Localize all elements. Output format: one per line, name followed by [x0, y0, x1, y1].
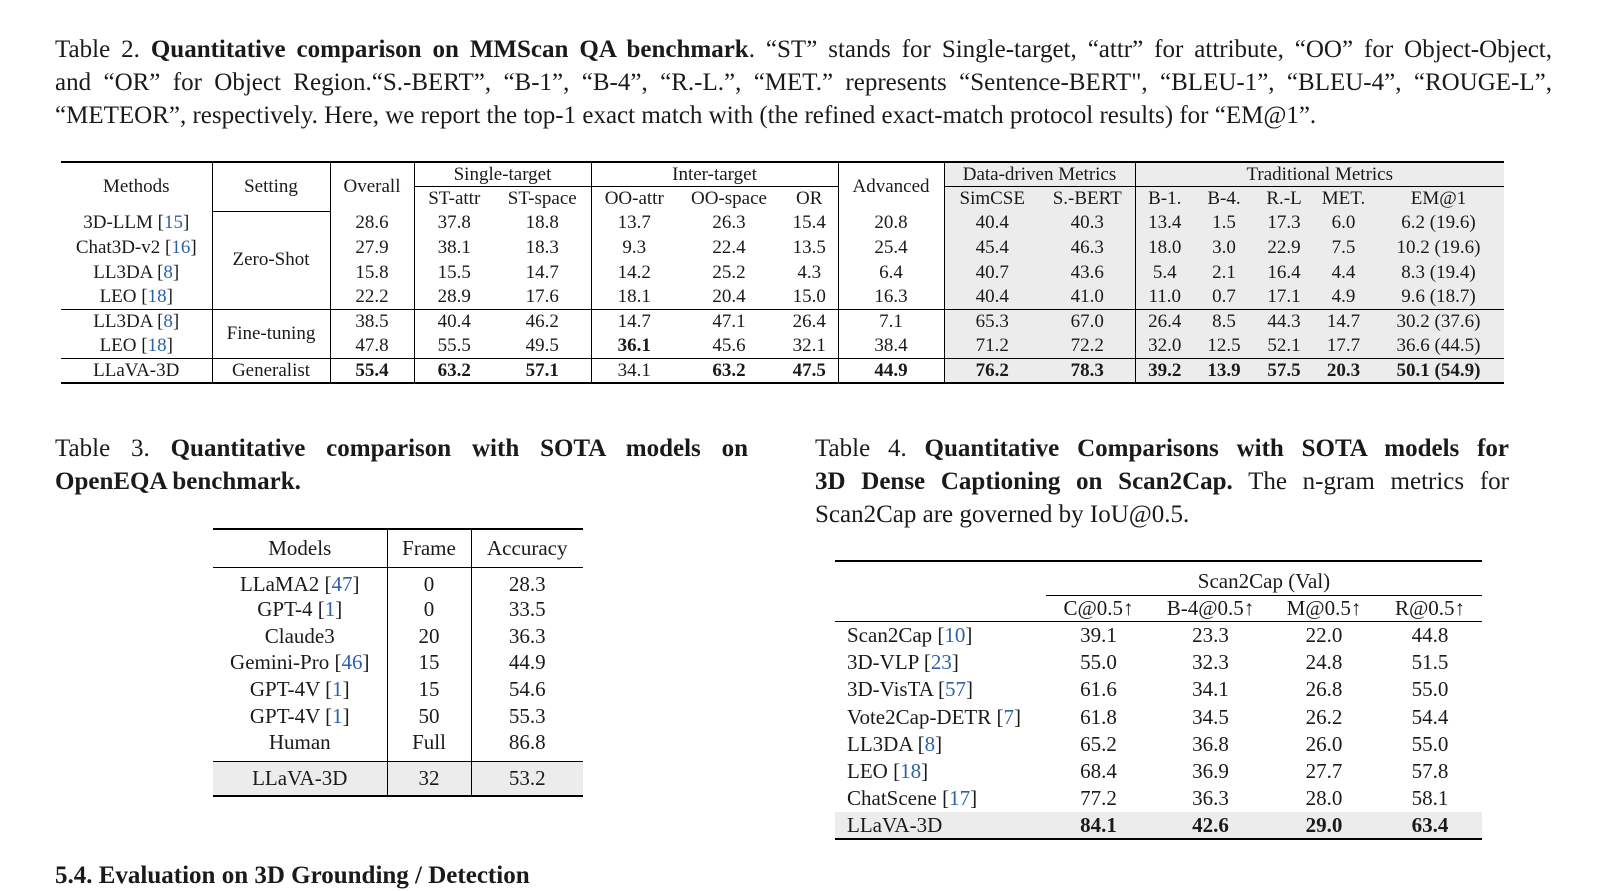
header-data-driven: Data-driven Metrics	[944, 162, 1135, 187]
table2-caption-line3: “METEOR”, respectively. Here, we report the top-1 exact match with (the refined exact-match protocol results) for “EM@1”.	[55, 102, 1317, 129]
method-name: GPT-4V	[249, 703, 320, 728]
table3-accuracy: 86.8	[471, 729, 583, 756]
table3-row	[213, 649, 583, 676]
table2-value: 22.4	[712, 237, 746, 259]
table3-row	[213, 729, 583, 756]
table3-title-line1: Quantitative comparison with SOTA models on	[170, 435, 748, 462]
table2-value: 3.0	[1194, 236, 1254, 261]
table2-value: 25.2	[712, 261, 746, 283]
citation-link[interactable]: 16	[171, 237, 191, 259]
table4-row	[835, 730, 1482, 757]
table3-model	[213, 622, 387, 649]
method-name: 3D-VLP	[847, 649, 919, 674]
table2-value: 4.4	[1314, 260, 1373, 285]
table2-value: 78.3	[1040, 359, 1135, 384]
table2-value: 40.7	[944, 260, 1040, 285]
citation-link[interactable]: 15	[163, 212, 183, 234]
table4-row	[835, 785, 1482, 812]
table2-value: 49.5	[525, 335, 559, 357]
table4-value: 36.9	[1192, 759, 1229, 784]
table2-value: 27.9	[330, 236, 414, 261]
table4-row	[835, 676, 1482, 703]
table3-model: GPT-4V [1]	[249, 676, 350, 701]
table3-model: LLaMA2 [47]	[239, 571, 360, 596]
table3-model	[213, 729, 387, 756]
table3-frame: 15	[387, 676, 471, 703]
header-b4: B-4.	[1194, 187, 1254, 212]
table2-method: LEO [18]	[99, 286, 173, 308]
table4-value: 26.8	[1305, 677, 1343, 702]
table4-header-row2	[835, 595, 1482, 621]
table4-value: 54.4	[1411, 704, 1449, 729]
citation-link[interactable]: 57	[944, 677, 966, 702]
table2-value: 15.4	[792, 212, 826, 234]
table4-value: 58.1	[1411, 786, 1449, 811]
table2-value: 32.1	[792, 335, 826, 357]
citation-link[interactable]: 47	[331, 571, 353, 596]
table4-value: 23.3	[1192, 622, 1229, 647]
table4-value: 24.8	[1305, 649, 1343, 674]
table2-method: LL3DA [8]	[93, 261, 180, 283]
table2-value: 15.5	[414, 260, 494, 285]
table2-value: 26.4	[781, 310, 838, 335]
table2-value: 13.4	[1135, 211, 1194, 236]
table4-value: 65.2	[1080, 731, 1117, 756]
table2-value: 4.3	[797, 261, 822, 283]
table2-value: 38.1	[414, 236, 494, 261]
table2-value: 40.4	[944, 211, 1040, 236]
citation-link[interactable]: 10	[944, 622, 966, 647]
table2-value: 6.4	[838, 260, 944, 285]
table2-value: 36.6 (44.5)	[1373, 334, 1504, 359]
header-accuracy: Accuracy	[471, 529, 583, 567]
citation-link[interactable]: 17	[949, 786, 971, 811]
table2-value: 45.6	[712, 335, 746, 357]
table2-value: 44.9	[838, 359, 944, 384]
table2-value: 17.3	[1254, 211, 1314, 236]
table3-row	[213, 567, 583, 596]
table2-title: Quantitative comparison on MMScan QA benchmark	[150, 36, 749, 63]
table2-value: 11.0	[1135, 285, 1194, 310]
citation-link[interactable]: 46	[341, 650, 363, 675]
table4-value: 77.2	[1080, 786, 1117, 811]
table2-method	[61, 359, 212, 384]
table2-value: 72.2	[1040, 334, 1135, 359]
table4-caption	[815, 432, 1509, 531]
table3-accuracy: 54.6	[471, 676, 583, 703]
table2-value: 5.4	[1135, 260, 1194, 285]
table3-label: Table 3.	[55, 435, 150, 462]
table2-value: 32.0	[1135, 334, 1194, 359]
table2-method: LL3DA [8]	[61, 310, 212, 335]
table2-value: 25.4	[838, 236, 944, 261]
table3-model: GPT-4 [1]	[257, 596, 343, 621]
table4-label: Table 4.	[815, 435, 907, 462]
table4-value: 44.8	[1411, 622, 1449, 647]
table4-value: 57.8	[1411, 759, 1449, 784]
table4-value: 39.1	[1080, 622, 1117, 647]
header-scan2cap-val: Scan2Cap (Val)	[1046, 561, 1482, 595]
table2-method: LEO [18]	[99, 335, 173, 357]
method-name: Vote2Cap-DETR	[847, 704, 992, 729]
header-em1: EM@1	[1373, 187, 1504, 212]
table2-value: 46.2	[494, 310, 591, 335]
table3-body	[213, 567, 583, 756]
table2-value: 1.5	[1194, 211, 1254, 236]
table3-ours-accuracy: 53.2	[471, 762, 583, 796]
citation-link[interactable]: 23	[930, 649, 952, 674]
table2-value: 76.2	[944, 359, 1040, 384]
table2-value: 55.4	[330, 359, 414, 384]
table3-title-line2: OpenEQA benchmark.	[55, 468, 301, 495]
table4-method: Scan2Cap [10]	[847, 622, 973, 647]
table3-accuracy: 55.3	[471, 702, 583, 729]
table2-value: 0.7	[1194, 285, 1254, 310]
header-met: MET.	[1314, 187, 1373, 212]
header-overall: Overall	[330, 162, 414, 211]
table4-value: 36.3	[1192, 786, 1229, 811]
method-name: LL3DA	[93, 261, 153, 283]
method-name: 3D-LLM	[83, 212, 153, 234]
table2-value: 63.2	[677, 359, 781, 384]
table3-accuracy: 36.3	[471, 622, 583, 649]
table3-row	[213, 676, 583, 703]
table2-value: 16.4	[1254, 260, 1314, 285]
table2-value: 20.4	[712, 286, 746, 308]
table2-value: 7.5	[1314, 236, 1373, 261]
table3-row	[213, 702, 583, 729]
header-oo-attr: OO-attr	[591, 187, 677, 212]
table2-value: 17.1	[1254, 285, 1314, 310]
table2-value: 39.2	[1135, 359, 1194, 384]
table2-setting: Zero-Shot	[212, 211, 330, 309]
table4-row-ours	[835, 812, 1482, 839]
citation-link[interactable]: 18	[147, 335, 167, 357]
table4-value: 34.1	[1192, 677, 1229, 702]
table4-value: 22.0	[1305, 622, 1343, 647]
table4-value: 61.6	[1080, 677, 1117, 702]
table4-value: 55.0	[1411, 677, 1449, 702]
table2-value: 13.7	[591, 211, 677, 236]
table4-value: 51.5	[1411, 649, 1449, 674]
citation-link[interactable]: 8	[163, 261, 173, 283]
header-meteor: M@0.5↑	[1270, 595, 1378, 621]
table2-value: 22.2	[330, 285, 414, 310]
table4-method: 3D-VisTA [57]	[847, 677, 973, 702]
table2-value: 20.3	[1314, 359, 1373, 384]
header-cider: C@0.5↑	[1046, 595, 1151, 621]
table2-value: 47.5	[781, 359, 838, 384]
table2-value: 40.4	[414, 310, 494, 335]
table2-value: 17.6	[525, 286, 559, 308]
table2-mmscan-qa	[61, 161, 1504, 384]
table2-setting: Generalist	[212, 359, 330, 384]
table2-value: 9.6 (18.7)	[1373, 285, 1504, 310]
table4-row	[835, 621, 1482, 648]
method-name: LL3DA	[847, 731, 913, 756]
table2-value: 10.2 (19.6)	[1373, 236, 1504, 261]
table3-row	[213, 596, 583, 623]
table2-caption-line2: and “OR” for Object Region.“S.-BERT”, “B-1”, “B-4”, “R.-L.”, “MET.” represents “Sentence-BERT", “BLEU-1”, “BLEU-4”, “ROUGE-L”,	[55, 69, 1552, 96]
table2-value: 55.5	[414, 334, 494, 359]
table2-value: 30.2 (37.6)	[1373, 310, 1504, 335]
section-heading-next: 5.4. Evaluation on 3D Grounding / Detection	[55, 862, 530, 889]
table2-value: 26.3	[712, 212, 746, 234]
table4-value: 55.0	[1080, 649, 1117, 674]
table3-accuracy: 28.3	[471, 567, 583, 596]
table2-value: 15.8	[330, 260, 414, 285]
table2-value: 47.8	[330, 334, 414, 359]
citation-link[interactable]: 8	[924, 731, 936, 756]
table3-frame: 50	[387, 702, 471, 729]
table4-row	[835, 703, 1482, 730]
method-name: Gemini-Pro	[230, 650, 330, 675]
table2-value: 12.5	[1194, 334, 1254, 359]
table4-title-line2: 3D Dense Captioning on Scan2Cap.	[815, 468, 1233, 495]
table4-method: LEO [18]	[847, 759, 929, 784]
table2-value: 8.3 (19.4)	[1373, 260, 1504, 285]
table4-value: 36.8	[1192, 731, 1229, 756]
method-name: ChatScene	[847, 786, 937, 811]
method-name: Scan2Cap	[847, 622, 933, 647]
table2-value: 57.1	[494, 359, 591, 384]
header-advanced: Advanced	[838, 162, 944, 211]
table2-value: 14.7	[1314, 310, 1373, 335]
table3-frame: Full	[387, 729, 471, 756]
table2-value: 52.1	[1254, 334, 1314, 359]
table2-value: 18.3	[525, 237, 559, 259]
table2-value: 40.4	[944, 285, 1040, 310]
table3-model: Gemini-Pro [46]	[230, 650, 370, 675]
table2-value: 47.1	[677, 310, 781, 335]
table4-ours-bleu4: 42.6	[1151, 812, 1270, 839]
table2-value: 57.5	[1254, 359, 1314, 384]
method-name: LEO	[99, 335, 137, 357]
table2-row	[61, 359, 1504, 384]
table2-value: 17.7	[1314, 334, 1373, 359]
header-st-space: ST-space	[507, 188, 577, 210]
header-setting: Setting	[212, 162, 330, 211]
table3-header-row	[213, 529, 583, 567]
table2-value: 13.9	[1194, 359, 1254, 384]
table2-value: 8.5	[1194, 310, 1254, 335]
table2-caption	[55, 33, 1552, 132]
header-models: Models	[213, 529, 387, 567]
method-name: LEO	[99, 286, 137, 308]
table2-value: 7.1	[838, 310, 944, 335]
table2-row	[61, 310, 1504, 335]
table2-value: 6.2 (19.6)	[1373, 211, 1504, 236]
header-b1: B-1.	[1135, 187, 1194, 212]
header-or: OR	[796, 188, 823, 210]
table2-body	[61, 211, 1504, 383]
table2-value: 9.3	[591, 236, 677, 261]
table3-frame: 0	[387, 567, 471, 596]
method-name: LLaVA-3D	[93, 359, 180, 381]
table4-row	[835, 648, 1482, 675]
table2-value: 43.6	[1040, 260, 1135, 285]
table2-row	[61, 211, 1504, 236]
header-sbert: S.-BERT	[1040, 187, 1135, 212]
table2-value: 14.7	[591, 310, 677, 335]
table2-method: 3D-LLM [15]	[83, 212, 190, 234]
table2-value: 36.1	[591, 334, 677, 359]
table3-ours-name: LLaVA-3D	[213, 762, 387, 796]
table3-frame: 20	[387, 622, 471, 649]
table4-value: 32.3	[1192, 649, 1229, 674]
table4-value: 26.2	[1305, 704, 1343, 729]
method-name: GPT-4	[257, 596, 313, 621]
method-name: 3D-VisTA	[847, 677, 933, 702]
header-oo-space: OO-space	[691, 188, 767, 210]
citation-link[interactable]: 1	[332, 703, 343, 728]
table3-openeqa	[213, 528, 583, 797]
table4-value: 68.4	[1080, 759, 1117, 784]
table2-method: Chat3D-v2 [16]	[75, 237, 197, 259]
table2-value: 14.2	[591, 260, 677, 285]
table3-row-ours	[213, 762, 583, 796]
table2-value: 28.6	[330, 211, 414, 236]
table2-value: 18.0	[1135, 236, 1194, 261]
table2-caption-line1: . “ST” stands for Single-target, “attr” for attribute, “OO” for Object-Object,	[748, 36, 1553, 63]
header-bleu4: B-4@0.5↑	[1151, 595, 1270, 621]
table2-value: 50.1 (54.9)	[1373, 359, 1504, 384]
table4-row	[835, 757, 1482, 784]
table3-accuracy: 33.5	[471, 596, 583, 623]
table2-value: 18.8	[525, 212, 559, 234]
method-name: LLaMA2	[239, 571, 320, 596]
table2-value: 67.0	[1040, 310, 1135, 335]
header-traditional: Traditional Metrics	[1135, 162, 1504, 187]
table4-caption-line2: The n-gram metrics for	[1248, 468, 1509, 495]
table4-ours-cider: 84.1	[1046, 812, 1151, 839]
table3-model: GPT-4V [1]	[249, 703, 350, 728]
table2-value: 13.5	[792, 237, 826, 259]
table2-value: 6.0	[1314, 211, 1373, 236]
table2-value: 16.3	[838, 285, 944, 310]
method-name: LL3DA	[93, 311, 153, 333]
header-st-attr: ST-attr	[414, 187, 494, 212]
citation-link[interactable]: 7	[1003, 704, 1015, 729]
table2-value: 34.1	[591, 359, 677, 384]
table2-value: 40.3	[1040, 211, 1135, 236]
table2-value: 63.2	[414, 359, 494, 384]
table4-value: 61.8	[1080, 704, 1117, 729]
table4-method: 3D-VLP [23]	[847, 649, 959, 674]
table2-value: 65.3	[944, 310, 1040, 335]
table4-value: 26.0	[1305, 731, 1343, 756]
table2-value: 14.7	[525, 261, 559, 283]
method-name: Chat3D-v2	[75, 237, 161, 259]
header-simcse: SimCSE	[944, 187, 1040, 212]
method-name: Human	[268, 730, 331, 755]
method-name: Claude3	[264, 623, 335, 648]
table2-value: 20.8	[838, 211, 944, 236]
citation-link[interactable]: 18	[900, 759, 922, 784]
table4-ours-name: LLaVA-3D	[835, 812, 1046, 839]
citation-link[interactable]: 1	[332, 676, 343, 701]
header-rouge: R@0.5↑	[1378, 595, 1482, 621]
table2-value: 44.3	[1254, 310, 1314, 335]
table4-value: 28.0	[1305, 786, 1343, 811]
table4-ours-rouge: 63.4	[1378, 812, 1482, 839]
table3-ours-frame: 32	[387, 762, 471, 796]
table4-method: Vote2Cap-DETR [7]	[847, 704, 1022, 729]
table2-value: 38.5	[330, 310, 414, 335]
table2-value: 41.0	[1040, 285, 1135, 310]
table2-label: Table 2.	[55, 36, 140, 63]
table2-value: 37.8	[414, 211, 494, 236]
table4-method: LL3DA [8]	[847, 731, 943, 756]
citation-link[interactable]: 18	[147, 286, 167, 308]
table2-value: 71.2	[944, 334, 1040, 359]
table2-value: 15.0	[792, 286, 826, 308]
table2-value: 38.4	[838, 334, 944, 359]
header-inter-target: Inter-target	[591, 162, 838, 187]
table2-setting: Fine-tuning	[212, 310, 330, 359]
citation-link[interactable]: 8	[163, 311, 173, 333]
table2-value: 28.9	[414, 285, 494, 310]
table2-value: 46.3	[1040, 236, 1135, 261]
citation-link[interactable]: 1	[324, 596, 336, 621]
header-frame: Frame	[387, 529, 471, 567]
table2-value: 2.1	[1194, 260, 1254, 285]
table4-value: 27.7	[1305, 759, 1343, 784]
table4-title-line1: Quantitative Comparisons with SOTA models for	[924, 435, 1509, 462]
table3-caption	[55, 432, 748, 498]
table2-value: 26.4	[1135, 310, 1194, 335]
header-single-target: Single-target	[414, 162, 591, 187]
table3-accuracy: 44.9	[471, 649, 583, 676]
table2-value: 22.9	[1254, 236, 1314, 261]
header-rl: R.-L	[1254, 187, 1314, 212]
table2-header-row1	[61, 162, 1504, 187]
method-name: GPT-4V	[249, 676, 320, 701]
table4-header-row1	[835, 561, 1482, 595]
table4-value: 34.5	[1192, 704, 1229, 729]
table4-body	[835, 621, 1482, 812]
header-methods: Methods	[103, 176, 170, 198]
table2-value: 18.1	[591, 285, 677, 310]
table2-value: 45.4	[944, 236, 1040, 261]
table2-value: 4.9	[1314, 285, 1373, 310]
table3-frame: 0	[387, 596, 471, 623]
table4-caption-line3: Scan2Cap are governed by IoU@0.5.	[815, 501, 1190, 528]
table3-frame: 15	[387, 649, 471, 676]
table4-scan2cap	[835, 560, 1482, 840]
method-name: LEO	[847, 759, 888, 784]
table4-value: 55.0	[1411, 731, 1449, 756]
table3-row	[213, 622, 583, 649]
table4-ours-meteor: 29.0	[1270, 812, 1378, 839]
table4-method: ChatScene [17]	[847, 786, 978, 811]
